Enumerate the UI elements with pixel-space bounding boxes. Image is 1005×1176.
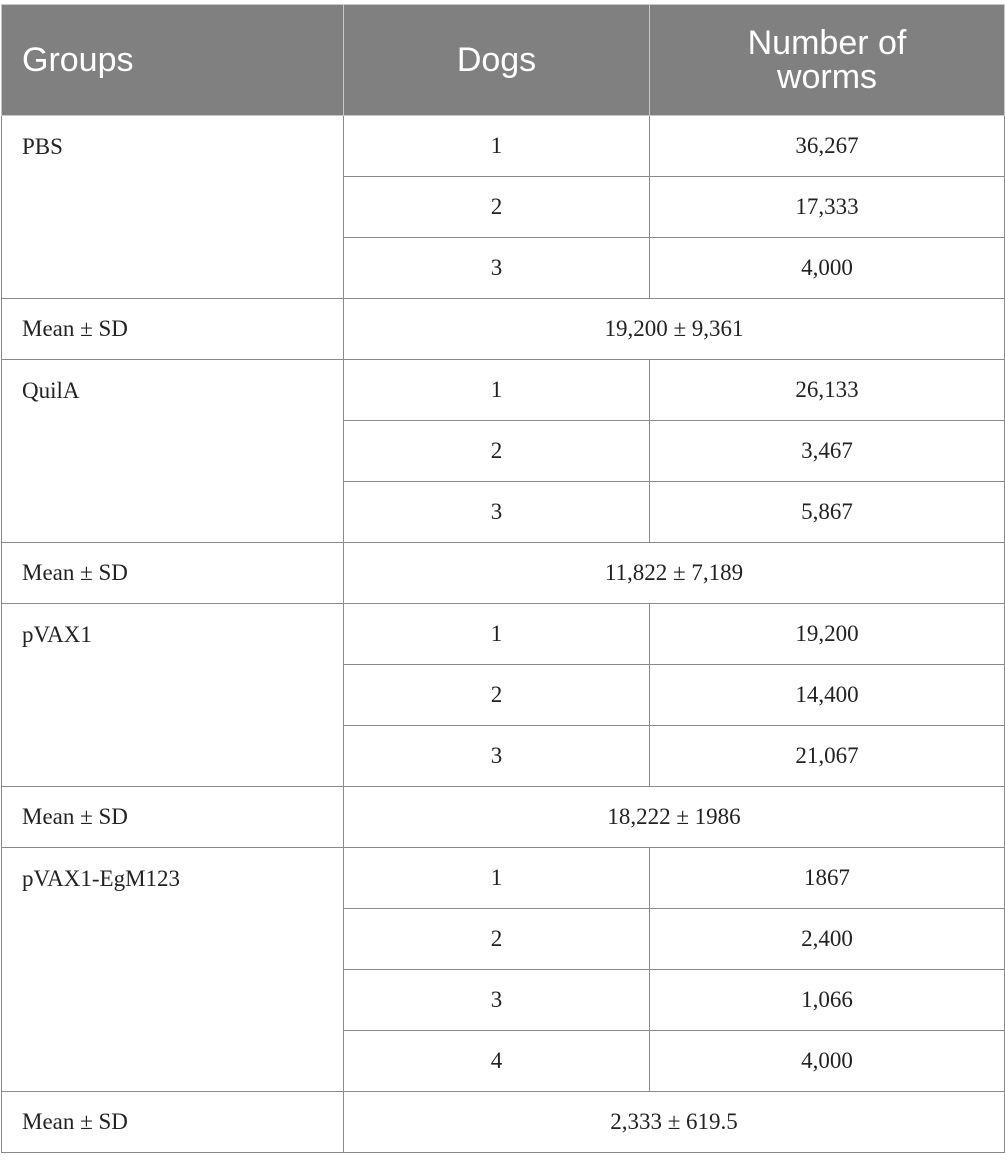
mean-label: Mean ± SD <box>2 1092 344 1153</box>
table-body <box>2 116 1005 1153</box>
dog-cell: 2 <box>344 177 650 238</box>
worms-cell: 19,200 <box>650 604 1005 665</box>
mean-value: 2,333 ± 619.5 <box>344 1092 1005 1153</box>
dog-cell: 1 <box>344 360 650 421</box>
worms-cell: 36,267 <box>650 116 1005 177</box>
header-row <box>2 5 1005 116</box>
mean-value: 18,222 ± 1986 <box>344 787 1005 848</box>
dog-cell: 2 <box>344 421 650 482</box>
mean-label: Mean ± SD <box>2 787 344 848</box>
group-name-quila: QuilA <box>2 360 344 543</box>
worms-cell: 2,400 <box>650 909 1005 970</box>
worms-cell: 1,066 <box>650 970 1005 1031</box>
header-dogs: Dogs <box>344 5 650 116</box>
dog-cell: 3 <box>344 482 650 543</box>
mean-value: 19,200 ± 9,361 <box>344 299 1005 360</box>
worms-cell: 17,333 <box>650 177 1005 238</box>
group-name-pvax1: pVAX1 <box>2 604 344 787</box>
mean-label: Mean ± SD <box>2 299 344 360</box>
worms-cell: 1867 <box>650 848 1005 909</box>
table-row <box>2 360 1005 421</box>
worms-cell: 5,867 <box>650 482 1005 543</box>
worms-cell: 21,067 <box>650 726 1005 787</box>
dog-cell: 3 <box>344 238 650 299</box>
table-row <box>2 604 1005 665</box>
mean-row <box>2 299 1005 360</box>
worms-cell: 26,133 <box>650 360 1005 421</box>
worms-cell: 3,467 <box>650 421 1005 482</box>
mean-label: Mean ± SD <box>2 543 344 604</box>
header-worms-line2: worms <box>776 58 878 96</box>
dog-cell: 2 <box>344 909 650 970</box>
table-row <box>2 116 1005 177</box>
header-groups: Groups <box>2 5 344 116</box>
group-name-pbs: PBS <box>2 116 344 299</box>
mean-row <box>2 543 1005 604</box>
mean-value: 11,822 ± 7,189 <box>344 543 1005 604</box>
worms-cell: 4,000 <box>650 1031 1005 1092</box>
dog-cell: 4 <box>344 1031 650 1092</box>
dog-cell: 3 <box>344 970 650 1031</box>
worm-count-table <box>1 4 1005 1153</box>
group-name-pvax1-egm123: pVAX1-EgM123 <box>2 848 344 1092</box>
table-row <box>2 848 1005 909</box>
dog-cell: 1 <box>344 604 650 665</box>
dog-cell: 3 <box>344 726 650 787</box>
header-number-of-worms <box>650 5 1005 116</box>
header-worms-line1: Number of <box>747 24 907 62</box>
mean-row <box>2 787 1005 848</box>
worms-cell: 4,000 <box>650 238 1005 299</box>
dog-cell: 2 <box>344 665 650 726</box>
worms-cell: 14,400 <box>650 665 1005 726</box>
dog-cell: 1 <box>344 848 650 909</box>
dog-cell: 1 <box>344 116 650 177</box>
mean-row <box>2 1092 1005 1153</box>
table-header <box>2 5 1005 116</box>
